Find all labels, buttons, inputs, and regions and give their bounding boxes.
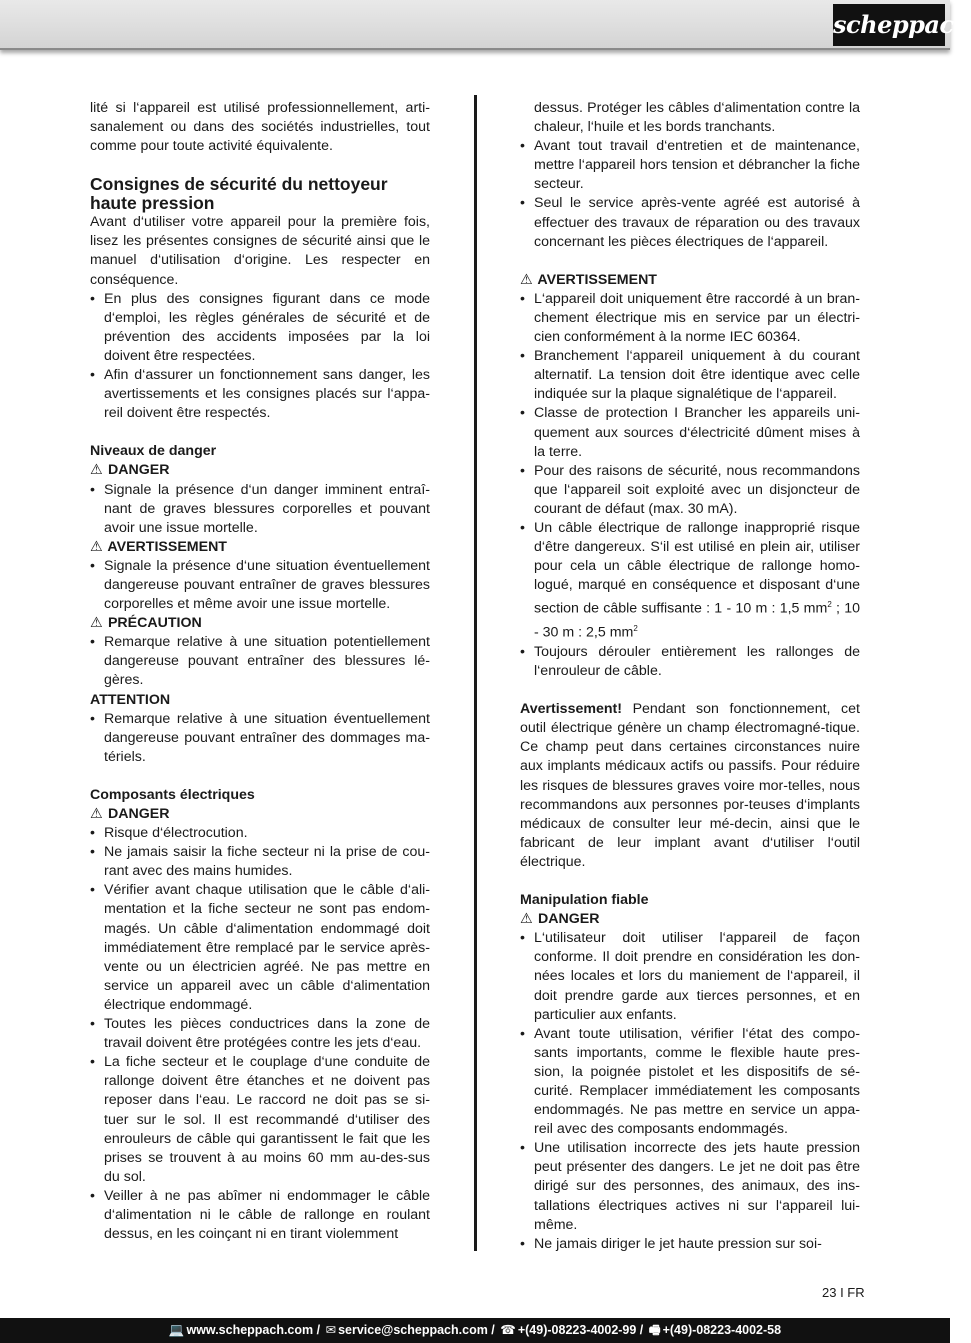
left-column (90, 99, 430, 1244)
handling-danger-label: ⚠ DANGER (520, 910, 860, 929)
mail-icon: ✉ (325, 1323, 337, 1337)
intro-safety-paragraph: Avant d‘utiliser votre appareil pour la première fois, lisez les présentes consignes de sécurité ainsi que le manuel d‘utilisation d‘origine. Les respecter en conséquence. (90, 214, 430, 288)
warning-triangle-icon: ⚠ (520, 911, 533, 928)
electrical-danger-label: ⚠ DANGER (90, 805, 430, 824)
intro-paragraph: lité si l‘appareil est utilisé professionnellement, arti-sanalement ou dans des sociétés industrielles, tout comme pour toute activité équivalente. (90, 100, 430, 155)
list-item: • Avant toute utilisation, vérifier l‘état des compo-sants importants, comme le flexible haute pres-sion, la poignée pistolet et les dispositifs de sé-curité. Remplacer immédiatement les composants endommagés. Ne pas mettre en service un appa-reil avec des composants endommagés. (520, 1025, 860, 1140)
phone-number: +(49)-08223-4002-99 / (517, 1323, 644, 1337)
list-item: • Avant tout travail d‘entretien et de maintenance, mettre l‘appareil hors tension et débrancher la fiche secteur. (520, 137, 860, 194)
list-item: • Vérifier avant chaque utilisation que le câble d‘ali-mentation et la fiche secteur ne sont pas endom-magés. Un câble d‘alimentation endommagé doit immédiatement être remplacé par le service après-vente ou un électricien agréé. Ne pas mettre en service un appareil avec un câble d‘alimentation électrique endommagé. (90, 881, 430, 1015)
list-item: • Ne jamais diriger le jet haute pression sur soi- (520, 1235, 860, 1254)
attention-label: ATTENTION (90, 691, 171, 708)
list-item: • La fiche secteur et le couplage d‘une conduite de rallonge doivent être étanches et ne doivent pas reposer dans l‘eau. Le raccord ne doit pas se si-tuer sur le sol. Il est recommandé d‘utiliser des enrouleurs de câble qui garantissent le fait que les prises se trouvent à au moins 60 mm au-des-sus du sol. (90, 1053, 430, 1187)
warning-triangle-icon: ⚠ (90, 615, 103, 632)
list-item: • Seul le service après-vente agréé est autorisé à effectuer des travaux de réparation ou des travaux concernant les pièces électriques de l‘appareil. (520, 194, 860, 251)
list-item: • Classe de protection I Brancher les appareils uni-quement aux sources d‘électricité dûment mises à la terre. (520, 404, 860, 461)
caution-list (90, 633, 430, 690)
computer-icon: 💻 (168, 1323, 185, 1337)
attention-list (90, 710, 430, 767)
list-item: • Signale la présence d‘une situation éventuellement dangereuse pouvant entraîner de graves blessures corporelles et même avoir une issue mortelle. (90, 557, 430, 614)
caution-label: ⚠ PRÉCAUTION (90, 614, 430, 633)
warning-triangle-icon: ⚠ (90, 462, 103, 479)
power-bullets (520, 290, 860, 681)
list-item: • Risque d‘électrocution. (90, 824, 430, 843)
right-column (520, 99, 860, 1254)
warning-label: ⚠ AVERTISSEMENT (520, 271, 860, 290)
fax-number: +(49)-08223-4002-58 (662, 1323, 782, 1337)
warning-triangle-icon: ⚠ (520, 271, 533, 288)
list-item: • Afin d‘assurer un fonctionnement sans danger, les avertissements et les consignes placés sur l‘appa-reil doivent être respectés. (90, 366, 430, 423)
scheppach-logo: scheppach (833, 4, 945, 46)
handling-bullets (520, 929, 860, 1254)
list-item: • Toutes les pièces conductrices dans la zone de travail doivent être protégées contre les jets d‘eau. (90, 1015, 430, 1053)
emf-warning-paragraph: Avertissement! Pendant son fonctionnement, cet outil électrique génère un champ électromagné-tique. Ce champ peut dans certaines circonstances nuire aux implants médicaux actifs ou passifs. Pour réduire les risques de blessures graves voire mor-telles, nous recommandons aux personnes por-teuses d‘implants médicaux de consulter leur mé-decin, ainsi que le fabricant de leur implant avant d‘utiliser l‘outil électrique. (520, 701, 860, 870)
warning-label: ⚠ AVERTISSEMENT (90, 538, 430, 557)
continued-text: dessus. Protéger les câbles d‘alimentation contre la chaleur, l‘huile et les bords tranchants. (534, 100, 860, 136)
warning-triangle-icon: ⚠ (90, 538, 103, 555)
list-item: • Un câble électrique de rallonge inapproprié risque d‘être dangereux. S‘il est utilisé en plein air, utiliser pour cela un câble électrique de rallonge homo-logué, marqué en conséquence et disposant d‘une section de câble suffisante : 1 - 10 m : 1,5 $mm^2$ ; 10 - 30 m : 2,5 $mm^2$ (520, 519, 860, 643)
page-number: 23 I FR (822, 1285, 865, 1300)
list-item: • L‘appareil doit uniquement être raccordé à un bran-chement électrique mis en service par un électri-cien conformément à la norme IEC 60364. (520, 290, 860, 347)
website-link[interactable]: www.scheppach.com / (186, 1323, 321, 1337)
phone-icon: ☎ (500, 1323, 516, 1337)
column-divider (474, 95, 477, 1251)
list-item: • Une utilisation incorrecte des jets haute pression peut présenter des dangers. Le jet ne doit pas être dirigé sur des personnes, des animaux, des ins-tallations électriques actives ni sur l‘appareil lui-même. (520, 1139, 860, 1234)
list-item: • Remarque relative à une situation éventuellement dangereuse pouvant entraîner des dommages ma-tériels. (90, 710, 430, 767)
danger-levels-heading: Niveaux de danger (90, 443, 217, 460)
list-item: • Veiller à ne pas abîmer ni endommager le câble d‘alimentation ni le câble de rallonge en roulant dessus, en les coinçant ni en tirant violemment (90, 1187, 430, 1244)
list-item: • Signale la présence d‘un danger imminent entraî-nant de graves blessures corporelles et pouvant avoir une issue mortelle. (90, 481, 430, 538)
warning-triangle-icon: ⚠ (90, 806, 103, 822)
list-item: • Branchement l‘appareil uniquement à du courant alternatif. La tension doit être identique avec celle indiquée sur la plaque signalétique de l‘appareil. (520, 347, 860, 404)
maintenance-bullets (520, 137, 860, 252)
list-item: • Pour des raisons de sécurité, nous recommandons que l‘appareil soit exploité avec un disjoncteur de courant de défaut (max. 30 mA). (520, 462, 860, 519)
fax-icon: 🖷 (648, 1323, 661, 1337)
electrical-bullets (90, 824, 430, 1244)
electrical-heading: Composants électriques (90, 786, 255, 803)
email-link[interactable]: service@scheppach.com / (338, 1323, 495, 1337)
warning-list (90, 557, 430, 614)
list-item: • En plus des consignes figurant dans ce mode d‘emploi, les règles générales de sécurité et de prévention des accidents imposées par la loi doivent être respectées. (90, 290, 430, 366)
danger-list (90, 481, 430, 538)
list-item: • Ne jamais saisir la fiche secteur ni la prise de cou-rant avec des mains humides. (90, 843, 430, 881)
footer-bar (0, 1318, 950, 1343)
section-title: Consignes de sécurité du nettoyeur haute pression (90, 174, 388, 214)
list-item: • L‘utilisateur doit utiliser l‘appareil de façon conforme. Il doit prendre en considération les don-nées locales et lors du maniement de l‘appareil, il doit prendre garde aux tierces personnes, et en particulier aux enfants. (520, 929, 860, 1024)
danger-label: ⚠ DANGER (90, 461, 430, 480)
list-item: • Toujours dérouler entièrement les rallonges de l‘enrouleur de câble. (520, 643, 860, 681)
header-bar (0, 0, 971, 50)
list-item: • Remarque relative à une situation potentiellement dangereuse pouvant entraîner des blessures lé-gères. (90, 633, 430, 690)
general-bullets (90, 290, 430, 424)
safe-handling-heading: Manipulation fiable (520, 892, 649, 909)
